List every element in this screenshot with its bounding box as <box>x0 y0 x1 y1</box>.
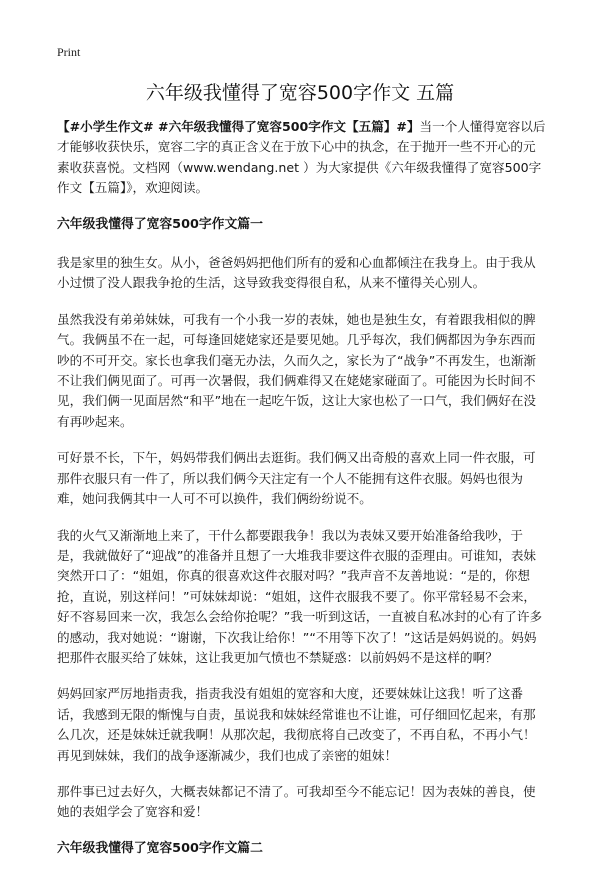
section-heading-2: 六年级我懂得了宽容500字作文篇二 <box>57 840 263 856</box>
intro-tags: 【#小学生作文# #六年级我懂得了宽容500字作文【五篇】#】 <box>57 119 420 134</box>
section-heading-1: 六年级我懂得了宽容500字作文篇一 <box>57 216 263 232</box>
article-paragraph: 我的火气又渐渐地上来了，干什么都要跟我争！我以为表妹又要开始准备给我吵，于是，我就做好了“迎战”的准备并且想了一大堆我非要这件衣服的歪理由。可谁知，表妹突然开口了：“姐姐，你真的很喜欢这件衣服对吗？”我声音不友善地说：“是的，你想抢，直说，别这样问！”可妹妹却说：“姐姐，这件衣服我不要了。你平常轻易不会来，好不容易回来一次，我怎么会给你抢呢？”我一听到这话，一直被自私冰封的心有了许多的感动，我对她说：“谢谢，下次我让给你！”“不用等下次了！”这话是妈妈说的。妈妈把那件衣服买给了妹妹，这让我更加气愤也不禁疑惑：以前妈妈不是这样的啊？ <box>57 527 543 665</box>
page-title: 六年级我懂得了宽容500字作文 五篇 <box>145 82 455 104</box>
intro-paragraph <box>57 117 547 199</box>
print-link[interactable]: Print <box>57 45 81 59</box>
article-paragraph: 妈妈回家严厉地指责我，指责我没有姐姐的宽容和大度，还要妹妹让这我！听了这番话，我感到无限的惭愧与自责，虽说我和妹妹经常谁也不让谁，可仔细回忆起来，有那么几次，还是妹妹迁就我啊！从那次起，我彻底将自己改变了，不再自私，不再小气！再见到妹妹，我们的战争逐渐减少，我们也成了亲密的姐妹！ <box>57 686 536 763</box>
intro-text: 当一个人懂得宽容以后才能够收获快乐，宽容二字的真正含义在于放下心中的执念，在于抛开一些不开心的元素收获喜悦。文档网（www.wendang.net ）为大家提供《六年级我懂得了宽容500字作文【五篇】》，欢迎阅读。 <box>57 119 546 196</box>
article-body <box>57 117 547 877</box>
article-paragraph: 那件事已过去好久，大概表妹都记不清了。可我却至今不能忘记！因为表妹的善良，使她的表姐学会了宽容和爱！ <box>57 783 536 820</box>
article-paragraph: 可好景不长，下午，妈妈带我们俩出去逛街。我们俩又出奇般的喜欢上同一件衣服，可那件衣服只有一件了，所以我们俩今天注定有一个人不能拥有这件衣服。妈妈也很为难，她问我俩其中一人可不可以换件，我们俩纷纷说不。 <box>57 450 536 507</box>
article-paragraph: 我是家里的独生女。从小，爸爸妈妈把他们所有的爱和心血都倾注在我身上。由于我从小过惯了没人跟我争抢的生活，这导致我变得很自私，从来不懂得关心别人。 <box>57 255 536 291</box>
article-paragraph: 虽然我没有弟弟妹妹，可我有一个小我一岁的表妹，她也是独生女，有着跟我相似的脾气。我俩虽不在一起，可每逢回姥姥家还是要见她。几乎每次，我们俩都因为争东西而吵的不可开交。家长也拿我们毫无办法，久而久之，家长为了“战争”不再发生，也渐渐不让我们俩见面了。可再一次暑假，我们俩难得又在姥姥家碰面了。可能因为长时间不见，我们俩一见面居然“和平”地在一起吃午饭，这让大家也松了一口气，我们俩好在没有再吵起来。 <box>57 311 537 429</box>
